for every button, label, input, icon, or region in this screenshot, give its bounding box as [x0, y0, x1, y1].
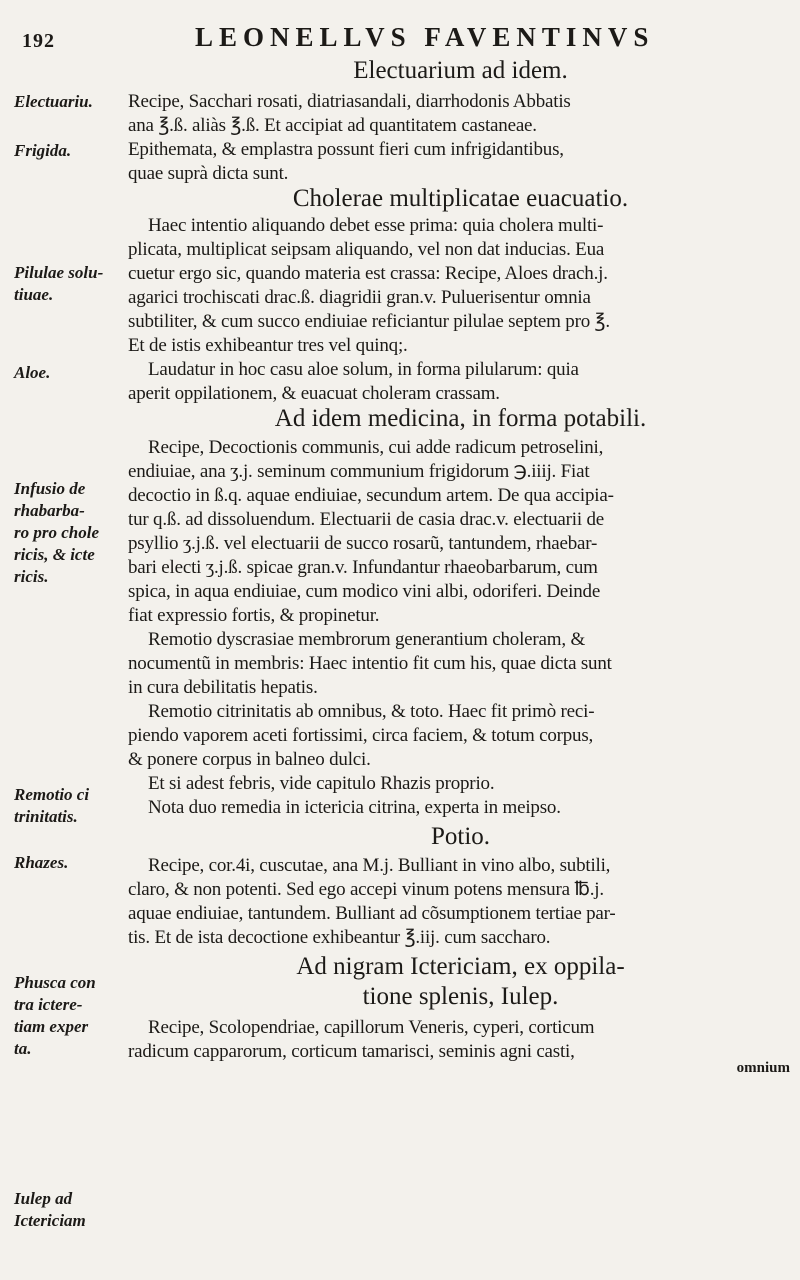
- text-line: aperit oppilationem, & euacuat choleram crassam.: [128, 383, 500, 404]
- margin-note: Pilulae solu- tiuae.: [14, 263, 104, 304]
- text-line: Nota duo remedia in ictericia citrina, experta in meipso.: [148, 797, 561, 818]
- text-line: tur q.ß. ad dissoluendum. Electuarii de casia drac.v. electuarii de: [128, 509, 605, 530]
- text-line: agarici trochiscati drac.ß. diagridii gran.v. Puluerisentur omnia: [128, 287, 591, 308]
- running-title: LEONELLVS FAVENTINVS: [195, 22, 655, 52]
- margin-note: Electuariu.: [14, 92, 93, 111]
- text-line: in cura debilitatis hepatis.: [128, 677, 318, 698]
- margin-note: Frigida.: [14, 141, 72, 160]
- text-line: Epithemata, & emplastra possunt fieri cum infrigidantibus,: [128, 139, 564, 160]
- margin-note: Infusio de rhabarba- ro pro chole ricis, & icte ricis.: [14, 479, 99, 586]
- text-line: tis. Et de ista decoctione exhibeantur ℥.iij. cum saccharo.: [128, 927, 551, 948]
- text-line: Recipe, Decoctionis communis, cui adde radicum petroselini,: [148, 437, 604, 458]
- text-line: fiat expressio fortis, & propinetur.: [128, 605, 380, 626]
- running-head: [0, 18, 800, 58]
- text-line: cuetur ergo sic, quando materia est crassa: Recipe, Aloes drach.j.: [128, 263, 608, 284]
- text-line: Recipe, Scolopendriae, capillorum Veneris, cyperi, corticum: [148, 1017, 595, 1038]
- text-line: Haec intentio aliquando debet esse prima: quia cholera multi-: [148, 215, 604, 236]
- section-heading: Cholerae multiplicatae euacuatio.: [292, 185, 629, 212]
- text-line: spica, in aqua endiuiae, cum modico vini albi, odoriferi. Deinde: [128, 581, 601, 602]
- text-line: decoctio in ß.q. aquae endiuiae, secundum artem. De qua accipia-: [128, 485, 614, 506]
- text-line: Recipe, cor.4i, cuscutae, ana M.j. Bulliant in vino albo, subtili,: [148, 855, 611, 876]
- text-line: radicum capparorum, corticum tamarisci, seminis agni casti,: [128, 1041, 575, 1062]
- margin-note: Rhazes.: [14, 853, 69, 872]
- margin-note: Remotio ci trinitatis.: [14, 785, 90, 826]
- text-line: psyllio ʒ.j.ß. vel electuarii de succo rosarũ, tantundem, rhaebar-: [128, 533, 598, 554]
- section-heading: Ad idem medicina, in forma potabili.: [274, 405, 647, 432]
- text-line: subtiliter, & cum succo endiuiae reficiantur pilulae septem pro ℥.: [128, 311, 610, 332]
- section-heading: Potio.: [430, 823, 491, 850]
- text-line: aquae endiuiae, tantundem. Bulliant ad cõsumptionem tertiae par-: [128, 903, 616, 924]
- text-line: Et si adest febris, vide capitulo Rhazis proprio.: [148, 773, 495, 794]
- margin-note: Aloe.: [14, 363, 51, 382]
- text-line: piendo vaporem aceti fortissimi, circa faciem, & totum corpus,: [128, 725, 594, 746]
- text-line: quae suprà dicta sunt.: [128, 163, 289, 184]
- text-line: claro, & non potenti. Sed ego accepi vinum potens mensura ℔.j.: [128, 879, 604, 900]
- text-line: bari electi ʒ.j.ß. spicae gran.v. Infundantur rhaeobarbarum, cum: [128, 557, 598, 578]
- text-line: ana ℥.ß. aliàs ℥.ß. Et accipiat ad quantitatem castaneae.: [128, 115, 537, 136]
- section-heading: Electuarium ad idem.: [353, 57, 568, 84]
- section-heading: Ad nigram Ictericiam, ex oppila-: [296, 953, 625, 980]
- text-line: nocumentũ in membris: Haec intentio fit cum his, quae dicta sunt: [128, 653, 612, 674]
- text-line: Recipe, Sacchari rosati, diatriasandali, diarrhodonis Abbatis: [128, 91, 571, 112]
- section-heading: tione splenis, Iulep.: [362, 983, 559, 1010]
- text-line: endiuiae, ana ʒ.j. seminum communium frigidorum ℈.iiij. Fiat: [128, 461, 590, 482]
- catchword: omnium: [736, 1060, 790, 1076]
- margin-note: Iulep ad Ictericiam: [14, 1189, 86, 1230]
- text-line: plicata, multiplicat seipsam aliquando, vel non dat inducias. Eua: [128, 239, 605, 260]
- text-line: Laudatur in hoc casu aloe solum, in forma pilularum: quia: [148, 359, 579, 380]
- text-line: & ponere corpus in balneo dulci.: [128, 749, 371, 770]
- text-line: Et de istis exhibeantur tres vel quinq;.: [128, 335, 408, 356]
- text-line: Remotio dyscrasiae membrorum generantium choleram, &: [148, 629, 586, 650]
- margin-note: Phusca con tra ictere- tiam exper ta.: [14, 973, 96, 1058]
- page-number: 192: [22, 30, 55, 52]
- text-line: Remotio citrinitatis ab omnibus, & toto. Haec fit primò reci-: [148, 701, 595, 722]
